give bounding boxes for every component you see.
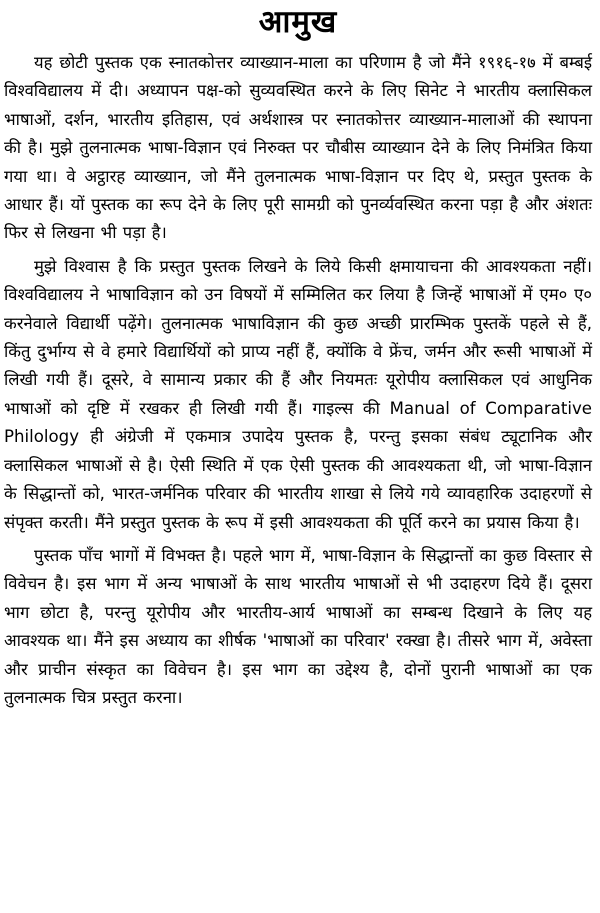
paragraph-1: यह छोटी पुस्तक एक स्नातकोत्तर व्याख्यान-माला का परिणाम है जो मैंने १९१६-१७ में बम्बई विश्वविद्यालय में दी। अध्यापन पक्ष-को सुव्यवस्थित करने के लिए सिनेट ने भारतीय क्लासिकल भाषाओं, दर्शन, भारतीय इतिहास, एवं अर्थशास्त्र पर स्नातकोत्तर व्याख्यान-मालाओं की स्थापना की है। मुझे तुलनात्मक भाषा-विज्ञान एवं निरुक्त पर चौबीस व्याख्यान देने के लिए निमंत्रित किया गया था। वे अट्ठारह व्याख्यान, जो मैंने तुलनात्मक भाषा-विज्ञान पर दिए थे, प्रस्तुत पुस्तक के आधार हैं। यों पुस्तक का रूप देने के लिए पूरी सामग्री को पुनर्व्यवस्थित करना पड़ा है और अंशतः फिर से लिखना भी पड़ा है। (4, 53, 592, 243)
paragraph-3: पुस्तक पाँच भागों में विभक्त है। पहले भाग में, भाषा-विज्ञान के सिद्धान्तों का कुछ विस्तार से विवेचन है। इस भाग में अन्य भाषाओं के साथ भारतीय भाषाओं से भी उदाहरण दिये हैं। दूसरा भाग छोटा है, परन्तु यूरोपीय और भारतीय-आर्य भाषाओं का सम्बन्ध दिखाने के लिए यह आवश्यक था। मैंने इस अध्याय का शीर्षक 'भाषाओं का परिवार' रक्खा है। तीसरे भाग में, अवेस्ता और प्राचीन संस्कृत का विवेचन है। इस भाग का उद्देश्य है, दोनों पुरानी भाषाओं का एक तुलनात्मक चित्र प्रस्तुत करना। (4, 545, 592, 707)
paragraph-2: मुझे विश्वास है कि प्रस्तुत पुस्तक लिखने के लिये किसी क्षमायाचना की आवश्यकता नहीं। विश्वविद्यालय ने भाषाविज्ञान को उन विषयों में सम्मिलित कर लिया है जिन्हें भाषाओं में एम० ए० करनेवाले विद्यार्थी पढ़ेंगे। तुलनात्मक भाषाविज्ञान की कुछ अच्छी प्रारम्भिक पुस्तकें पहले से हैं, किंतु दुर्भाग्य से वे हमारे विद्यार्थियों को प्राप्य नहीं हैं, क्योंकि वे फ्रेंच, जर्मन और रूसी भाषाओं में लिखी गयी हैं। दूसरे, वे सामान्य प्रकार की हैं और नियमतः यूरोपीय क्लासिकल एवं आधुनिक भाषाओं को दृष्टि में रखकर ही लिखी गयी हैं। गाइल्स की Manual of Comparative Philology ही अंग्रेजी में एकमात्र उपादेय पुस्तक है, परन्तु इसका संबंध ट्यूटानिक और क्लासिकल भाषाओं से है। ऐसी स्थिति में एक ऐसी पुस्तक की आवश्यकता थी, जो भाषा-विज्ञान के सिद्धान्तों को, भारत-जर्मनिक परिवार की भारतीय शाखा से लिये गये व्यावहारिक उदाहरणों से संपृक्त करती। मैंने प्रस्तुत पुस्तक के रूप में इसी आवश्यकता की पूर्ति करने का प्रयास किया है। (4, 256, 592, 532)
page-title: आमुख (258, 4, 338, 40)
